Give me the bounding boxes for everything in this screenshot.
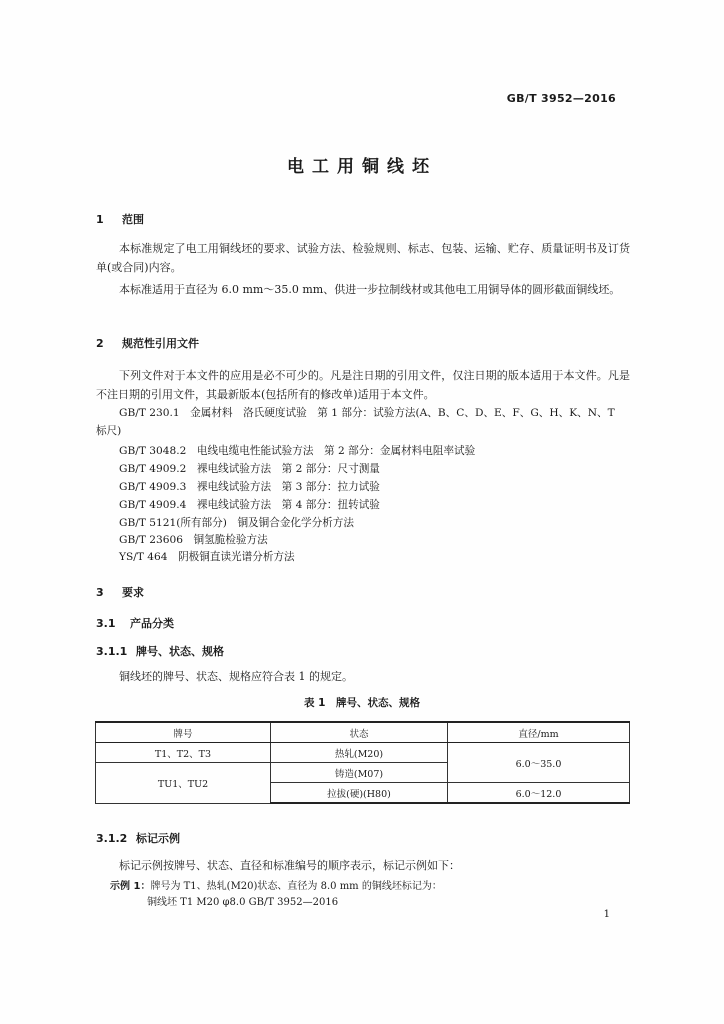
diameter-cell: 6.0～12.0 (448, 783, 630, 804)
reference-item: GB/T 230.1 金属材料 洛氏硬度试验 第 1 部分：试验方法(A、B、C、D、E、F、G、H、K、N、T (119, 407, 615, 419)
reference-item-continuation: 标尺) (96, 425, 122, 437)
page-number: 1 (603, 909, 610, 920)
reference-item: GB/T 4909.3 裸电线试验方法 第 3 部分：拉力试验 (119, 481, 380, 493)
section-title: 产品分类 (130, 617, 174, 630)
section-title: 范围 (122, 213, 144, 226)
section-number: 3 (96, 586, 104, 599)
section-number: 3.1.1 (96, 645, 128, 658)
references-intro: 下列文件对于本文件的应用是必不可少的。凡是注日期的引用文件，仅注日期的版本适用于本文件。凡是不注日期的引用文件，其最新版本(包括所有的修改单)适用于本文件。 (96, 369, 630, 401)
reference-item: GB/T 5121(所有部分) 铜及铜合金化学分析方法 (119, 517, 354, 529)
section-1-heading (96, 211, 144, 227)
table-reference-text: 铜线坯的牌号、状态、规格应符合表 1 的规定。 (119, 670, 353, 683)
section-3-1-1-heading (96, 643, 224, 659)
grade-cell: TU1、TU2 (96, 763, 271, 804)
reference-item: GB/T 23606 铜氢脆检验方法 (119, 534, 268, 546)
section-title: 牌号、状态、规格 (136, 645, 224, 658)
reference-item: GB/T 3048.2 电线电缆电性能试验方法 第 2 部分：金属材料电阻率试验 (119, 445, 476, 457)
scope-paragraph-1: 本标准规定了电工用铜线坯的要求、试验方法、检验规则、标志、包装、运输、贮存、质量证明书及订货单(或合同)内容。 (96, 242, 630, 274)
scope-paragraph-2: 本标准适用于直径为 6.0 mm～35.0 mm、供进一步拉制线材或其他电工用铜导体的圆形截面铜线坯。 (119, 283, 621, 296)
table-row (96, 743, 630, 763)
state-cell: 铸造(M07) (271, 763, 448, 783)
standard-code: GB/T 3952—2016 (506, 92, 616, 105)
state-cell: 热轧(M20) (271, 743, 448, 763)
column-header: 直径/mm (448, 722, 630, 743)
table-header-row (96, 722, 630, 743)
reference-item: GB/T 4909.4 裸电线试验方法 第 4 部分：扭转试验 (119, 499, 380, 511)
section-3-heading (96, 584, 144, 600)
column-header: 状态 (271, 722, 448, 743)
section-number: 2 (96, 337, 104, 350)
grade-cell: T1、T2、T3 (96, 743, 271, 763)
section-3-1-2-heading (96, 830, 180, 846)
section-title: 要求 (122, 586, 144, 599)
reference-item: GB/T 4909.2 裸电线试验方法 第 2 部分：尺寸测量 (119, 463, 380, 475)
example-1 (110, 877, 442, 892)
grade-state-size-table (95, 721, 630, 804)
state-cell: 拉拔(硬)(H80) (271, 783, 448, 804)
section-title: 规范性引用文件 (122, 337, 199, 350)
document-title: 电工用铜线坯 (287, 157, 437, 177)
section-number: 3.1.2 (96, 832, 128, 845)
example-marking-code: 铜线坯 T1 M20 φ8.0 GB/T 3952—2016 (147, 897, 339, 908)
section-number: 1 (96, 213, 104, 226)
section-3-1-heading (96, 615, 174, 631)
section-title: 标记示例 (136, 832, 180, 845)
diameter-cell: 6.0～35.0 (448, 743, 630, 783)
column-header: 牌号 (96, 722, 271, 743)
section-number: 3.1 (96, 617, 116, 630)
table-title: 表 1 牌号、状态、规格 (304, 697, 420, 709)
example-text: 牌号为 T1、热轧(M20)状态、直径为 8.0 mm 的铜线坯标记为： (150, 881, 442, 892)
marking-text: 标记示例按牌号、状态、直径和标准编号的顺序表示，标记示例如下： (119, 859, 460, 872)
section-2-heading (96, 335, 199, 351)
reference-item: YS/T 464 阴极铜直读光谱分析方法 (119, 551, 295, 563)
example-label: 示例 1： (110, 881, 151, 892)
